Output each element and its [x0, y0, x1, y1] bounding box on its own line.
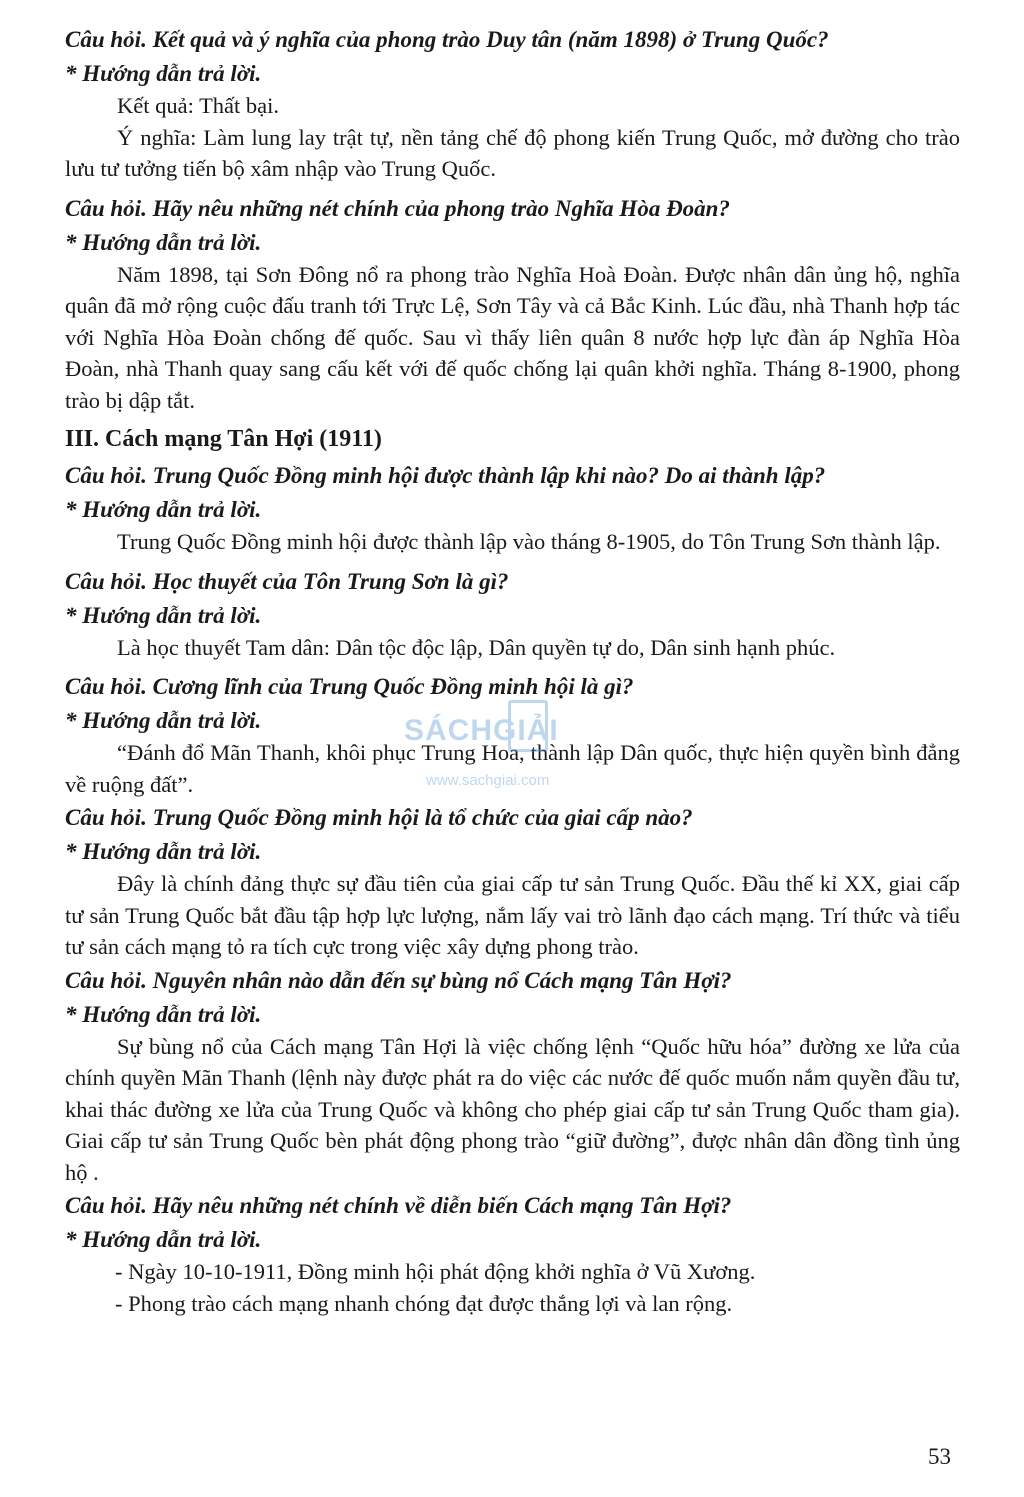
- answer-guide-label: * Hướng dẫn trả lời.: [65, 61, 262, 86]
- answer-guide-label: * Hướng dẫn trả lời.: [65, 1001, 262, 1027]
- answer-guide-label: * Hướng dẫn trả lời.: [65, 708, 262, 733]
- watermark-logo-text: SÁCHGIẢI: [404, 714, 559, 747]
- list-item: - Phong trào cách mạng nhanh chóng đạt được thắng lợi và lan rộng.: [115, 1290, 733, 1316]
- question-heading: Câu hỏi. Kết quả và ý nghĩa của phong trào Duy tân (năm 1898) ở Trung Quốc?: [65, 27, 829, 52]
- page-number: 53: [928, 1444, 951, 1469]
- watermark-url: www.sachgiai.com: [426, 772, 550, 789]
- answer-paragraph: Năm 1898, tại Sơn Đông nổ ra phong trào Nghĩa Hoà Đoàn. Được nhân dân ủng hộ, nghĩa quân đã mở rộng cuộc đấu tranh tới Trực Lệ, Sơn Tây và cả Bắc Kinh. Lúc đầu, nhà Thanh hợp tác với Nghĩa Hòa Đoàn chống đế quốc. Sau vì thấy liên quân 8 nước hợp lực đàn áp Nghĩa Hòa Đoàn, nhà Thanh quay sang cấu kết với đế quốc chống lại quân khởi nghĩa. Tháng 8-1900, phong trào bị dập tắt.: [65, 261, 960, 413]
- answer-paragraph: Ý nghĩa: Làm lung lay trật tự, nền tảng chế độ phong kiến Trung Quốc, mở đường cho trào lưu tư tưởng tiến bộ xâm nhập vào Trung Quốc.: [65, 124, 960, 181]
- question-heading: Câu hỏi. Trung Quốc Đồng minh hội được thành lập khi nào? Do ai thành lập?: [65, 463, 826, 488]
- answer-guide-label: * Hướng dẫn trả lời.: [65, 602, 262, 628]
- answer-guide-label: * Hướng dẫn trả lời.: [65, 497, 262, 522]
- answer-paragraph: Là học thuyết Tam dân: Dân tộc độc lập, Dân quyền tự do, Dân sinh hạnh phúc.: [117, 634, 836, 660]
- answer-guide-label: * Hướng dẫn trả lời.: [65, 839, 262, 864]
- section-heading: III. Cách mạng Tân Hợi (1911): [65, 426, 382, 452]
- answer-guide-label: * Hướng dẫn trả lời.: [65, 1227, 262, 1252]
- answer-paragraph: Kết quả: Thất bại.: [117, 93, 280, 118]
- answer-guide-label: * Hướng dẫn trả lời.: [65, 229, 262, 255]
- question-heading: Câu hỏi. Nguyên nhân nào dẫn đến sự bùng nổ Cách mạng Tân Hợi?: [65, 967, 732, 993]
- answer-paragraph: Trung Quốc Đồng minh hội được thành lập vào tháng 8-1905, do Tôn Trung Sơn thành lập.: [117, 529, 941, 554]
- answer-paragraph: Sự bùng nổ của Cách mạng Tân Hợi là việc chống lệnh “Quốc hữu hóa” đường xe lửa của chính quyền Mãn Thanh (lệnh này được phát ra do việc các nước đế quốc muốn nắm quyền đầu tư, khai thác đường xe lửa của Trung Quốc và không cho phép giai cấp tư sản Trung Quốc tham gia). Giai cấp tư sản Trung Quốc bèn phát động phong trào “giữ đường”, được nhân dân đồng tình ủng hộ .: [65, 1033, 960, 1185]
- answer-paragraph: Đây là chính đảng thực sự đầu tiên của giai cấp tư sản Trung Quốc. Đầu thế kỉ XX, giai cấp tư sản Trung Quốc bắt đầu tập hợp lực lượng, nắm lấy vai trò lãnh đạo cách mạng. Trí thức và tiểu tư sản cách mạng tỏ ra tích cực trong việc xây dựng phong trào.: [65, 871, 960, 959]
- question-heading: Câu hỏi. Hãy nêu những nét chính của phong trào Nghĩa Hòa Đoàn?: [65, 195, 730, 221]
- question-heading: Câu hỏi. Trung Quốc Đồng minh hội là tổ chức của giai cấp nào?: [65, 805, 693, 830]
- question-heading: Câu hỏi. Hãy nêu những nét chính về diễn biến Cách mạng Tân Hợi?: [65, 1193, 732, 1218]
- question-heading: Câu hỏi. Cương lĩnh của Trung Quốc Đồng minh hội là gì?: [65, 674, 634, 699]
- answer-paragraph: “Đánh đổ Mãn Thanh, khôi phục Trung Hoa, thành lập Dân quốc, thực hiện quyền bình đẳng về ruộng đất”.: [65, 740, 960, 797]
- document-page: [65, 22, 960, 1319]
- question-heading: Câu hỏi. Học thuyết của Tôn Trung Sơn là gì?: [65, 568, 509, 594]
- list-item: - Ngày 10-10-1911, Đồng minh hội phát động khởi nghĩa ở Vũ Xương.: [115, 1259, 756, 1284]
